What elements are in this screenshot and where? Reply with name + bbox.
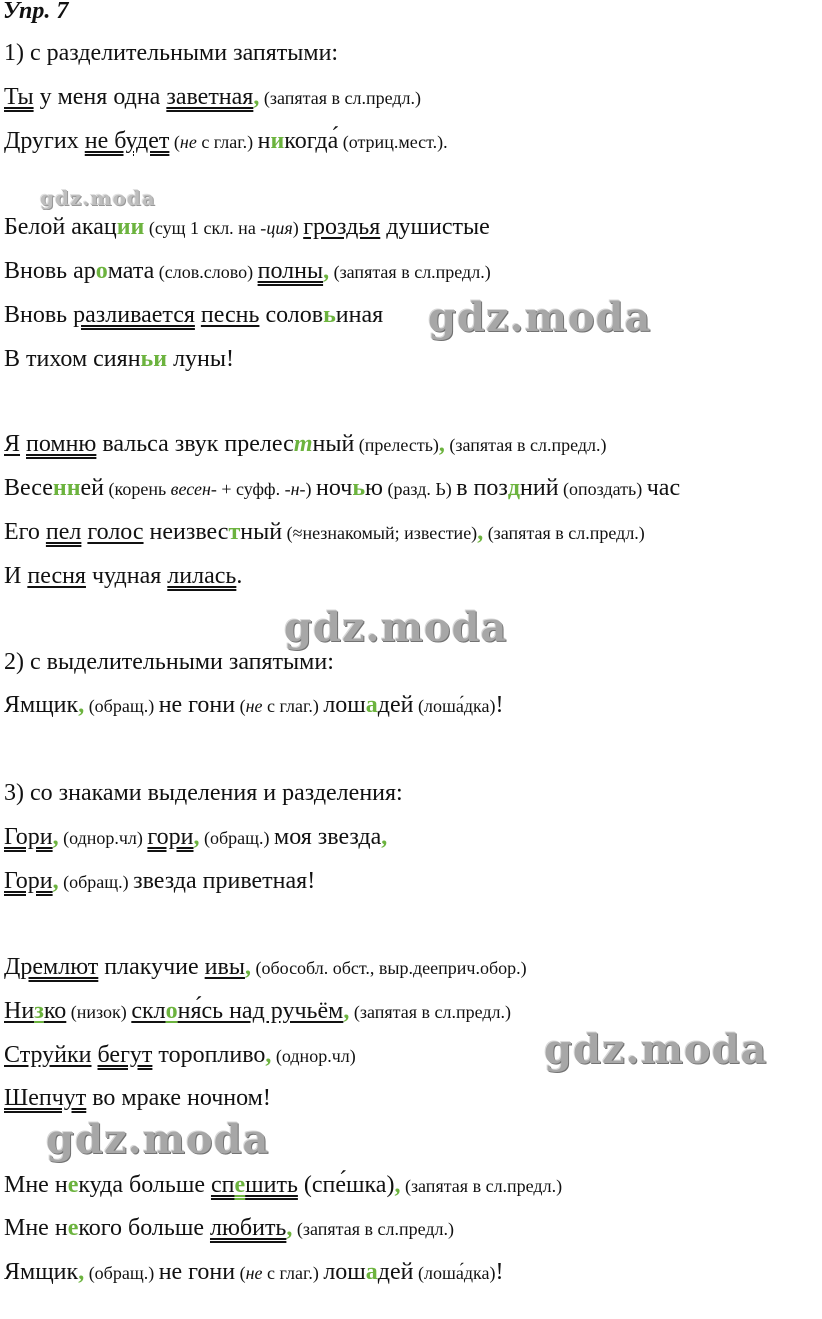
note: (запятая в сл.предл.) [483,523,645,543]
predicate-word: помню [26,431,97,457]
predicate-word: лилась [167,563,237,589]
watermark: gdz.moda [428,294,652,341]
note: ция [266,218,293,238]
note: ) [292,218,304,238]
comma-mark: , [253,84,260,110]
text: Мне н [4,1172,68,1198]
note: (обособл. обст., выр.дееприч.обор.) [250,958,527,978]
comma-mark: , [78,692,85,718]
adverbial-word: ко [43,998,67,1024]
highlight-letter: о [165,998,178,1024]
text: ний [520,475,559,501]
subject-word: голос [87,519,144,545]
comma-mark: , [381,824,388,850]
text: моя звезда [274,824,382,850]
sentence-line [4,690,503,721]
highlight-letter: о [95,258,108,284]
highlight-letter: нн [52,475,81,501]
sentence-line [4,82,421,113]
predicate-word: Гори [4,824,53,850]
text: лош [323,1259,366,1285]
text: Белой акац [4,214,117,240]
text: Ямщик [4,692,79,718]
subject-word: песня [27,563,86,589]
subject-word: ивы [204,954,245,980]
predicate-word: гори [147,824,194,850]
comma-mark: , [477,519,484,545]
text: ! [495,692,504,718]
text: Ямщик [4,1259,79,1285]
text: дей [377,692,414,718]
section-1-heading: 1) с разделительными запятыми: [4,40,339,66]
note: (прелесть) [354,435,439,455]
predicate-word: шить [245,1172,298,1198]
text: звезда приветная! [133,868,316,894]
text: ! [495,1259,504,1285]
comma-mark: , [438,431,445,457]
note: (корень [104,479,171,499]
text: ный [312,431,355,457]
sentence-line [4,866,315,897]
text: Вновь [4,302,74,328]
note: (однор.чл) [271,1046,356,1066]
sentence-line [4,1040,356,1071]
text: мата [107,258,155,284]
text: во мраке ночном! [86,1085,271,1111]
highlight-letter: а [365,1259,378,1285]
text: Вновь ар [4,258,96,284]
note: (низок) [66,1002,132,1022]
comma-mark: , [394,1172,401,1198]
note: -н- [284,479,306,499]
note: (обращ.) [199,828,274,848]
text: луны! [167,346,235,372]
subject-word: Струйки [4,1042,92,1068]
text: час [646,475,681,501]
comma-mark: , [52,824,59,850]
comma-mark: , [286,1215,293,1241]
highlight-letter: т [293,431,313,457]
note: (обращ.) [84,696,159,716]
highlight-letter: ии [116,214,145,240]
text: В тихом сиян [4,346,141,372]
note: (запятая в сл.предл.) [292,1219,455,1239]
predicate-word: бегут [97,1042,153,1068]
sentence-line [4,822,387,853]
predicate-word: любить [209,1215,287,1241]
subject-word: Я [4,431,21,457]
text: Его [4,519,46,545]
highlight-letter: а [365,692,378,718]
note: с глаг.) [262,696,324,716]
comma-mark: , [244,954,251,980]
highlight-letter: ьи [140,346,168,372]
sentence-line [4,952,527,983]
highlight-letter: т [228,519,241,545]
highlight-letter: и [270,128,285,154]
exercise-title: Упр. 7 [3,0,69,24]
text: иная [335,302,384,328]
text: Весе [4,475,53,501]
predicate-word: Шепчут [4,1085,87,1111]
text: ю [365,475,383,501]
comma-mark: , [265,1042,272,1068]
highlight-letter: е [67,1172,79,1198]
text: у меня одна [33,84,167,110]
subject-word: Ты [4,84,34,110]
note: с глаг.) [262,1263,324,1283]
watermark: gdz.moda [544,1026,768,1073]
text: лош [323,692,366,718]
note: (запятая в сл.предл.) [349,1002,511,1022]
comma-mark: , [193,824,200,850]
text: куда больше [78,1172,211,1198]
text: дей [377,1259,414,1285]
text: н [257,128,271,154]
text: ноч [316,475,353,501]
predicate-word: Гори [4,868,53,894]
highlight-letter: ь [323,302,336,328]
sentence-line [4,561,242,591]
adverbial-phrase: скл [131,998,166,1024]
note: (запятая в сл.предл.) [400,1176,563,1196]
highlight-letter: е [234,1172,246,1198]
note: не [245,696,263,716]
text: душистые [380,214,490,240]
text: солов [259,302,324,328]
note: ( [169,132,180,152]
text: Других [4,128,85,154]
text: не гони [158,1259,236,1285]
subject-word: гроздья [303,214,381,240]
comma-mark: , [323,258,330,284]
sentence-line [4,212,490,243]
note: весен- [170,479,217,499]
highlight-letter: д [507,475,521,501]
text: торопливо [152,1042,266,1068]
sentence-line [4,1213,454,1244]
section-2-heading: 2) с выделительными запятыми: [4,649,334,675]
sentence-line [4,517,645,548]
comma-mark: , [78,1259,85,1285]
highlight-letter: з [34,998,44,1024]
highlight-letter: ь [352,475,366,501]
note: (лоша́дка) [413,1263,496,1283]
watermark: gdz.moda [40,186,156,210]
adverbial-phrase: ня́сь над ручьём [177,998,344,1024]
text: (спе́шка) [297,1172,395,1198]
subject-word: песнь [200,302,260,328]
text: . [236,563,243,589]
adverbial-word: Ни [4,998,35,1024]
text: ей [80,475,105,501]
sentence-line [4,1170,562,1201]
note: (слов.слово) [154,262,258,282]
comma-mark: , [343,998,350,1024]
note: (сущ 1 скл. на - [144,218,267,238]
note: ) [305,479,317,499]
note: (обращ.) [58,872,134,892]
note: (запятая в сл.предл.) [329,262,491,282]
text: в поз [456,475,508,501]
text: чудная [85,563,168,589]
sentence-line [4,256,491,287]
predicate-word: не будет [84,128,170,154]
sentence-line [4,1083,271,1113]
note: не [245,1263,263,1283]
predicate-word: Дремлют [4,954,99,980]
note: (запятая в сл.предл.) [444,435,607,455]
note: (однор.чл) [58,828,148,848]
text: Мне н [4,1215,68,1241]
note: ( [235,696,246,716]
text: когда́ [284,128,339,154]
comma-mark: , [52,868,59,894]
note: ( [235,1263,246,1283]
note: не [179,132,197,152]
watermark: gdz.moda [46,1116,270,1163]
predicate-word: сп [210,1172,235,1198]
highlight-letter: е [67,1215,79,1241]
sentence-line [4,429,607,460]
text: не гони [158,692,236,718]
note: (отриц.мест.). [338,132,448,152]
predicate-word: заветная [166,84,254,110]
text: неизвес [143,519,229,545]
sentence-line [4,126,448,157]
text: И [4,563,28,589]
sentence-line [4,1257,503,1288]
watermark: gdz.moda [284,604,508,651]
section-3-heading: 3) со знаками выделения и разделения: [4,780,403,806]
predicate-word: пел [45,519,82,545]
predicate-word: разливается [73,302,195,328]
note: + суфф. [216,479,285,499]
text: вальса звук прелес [96,431,294,457]
text: кого больше [78,1215,210,1241]
note: (запятая в сл.предл.) [259,88,421,108]
sentence-line [4,300,383,330]
note: (лоша́дка) [413,696,496,716]
note: с глаг.) [196,132,258,152]
sentence-line [4,996,511,1027]
text: плакучие [98,954,205,980]
note: (≈незнакомый; известие) [282,523,478,543]
text: ный [240,519,283,545]
note: (разд. Ь) [382,479,457,499]
note: (обращ.) [84,1263,159,1283]
sentence-line [4,473,680,504]
predicate-word: полны [257,258,324,284]
note: (опоздать) [558,479,647,499]
sentence-line [4,344,234,374]
